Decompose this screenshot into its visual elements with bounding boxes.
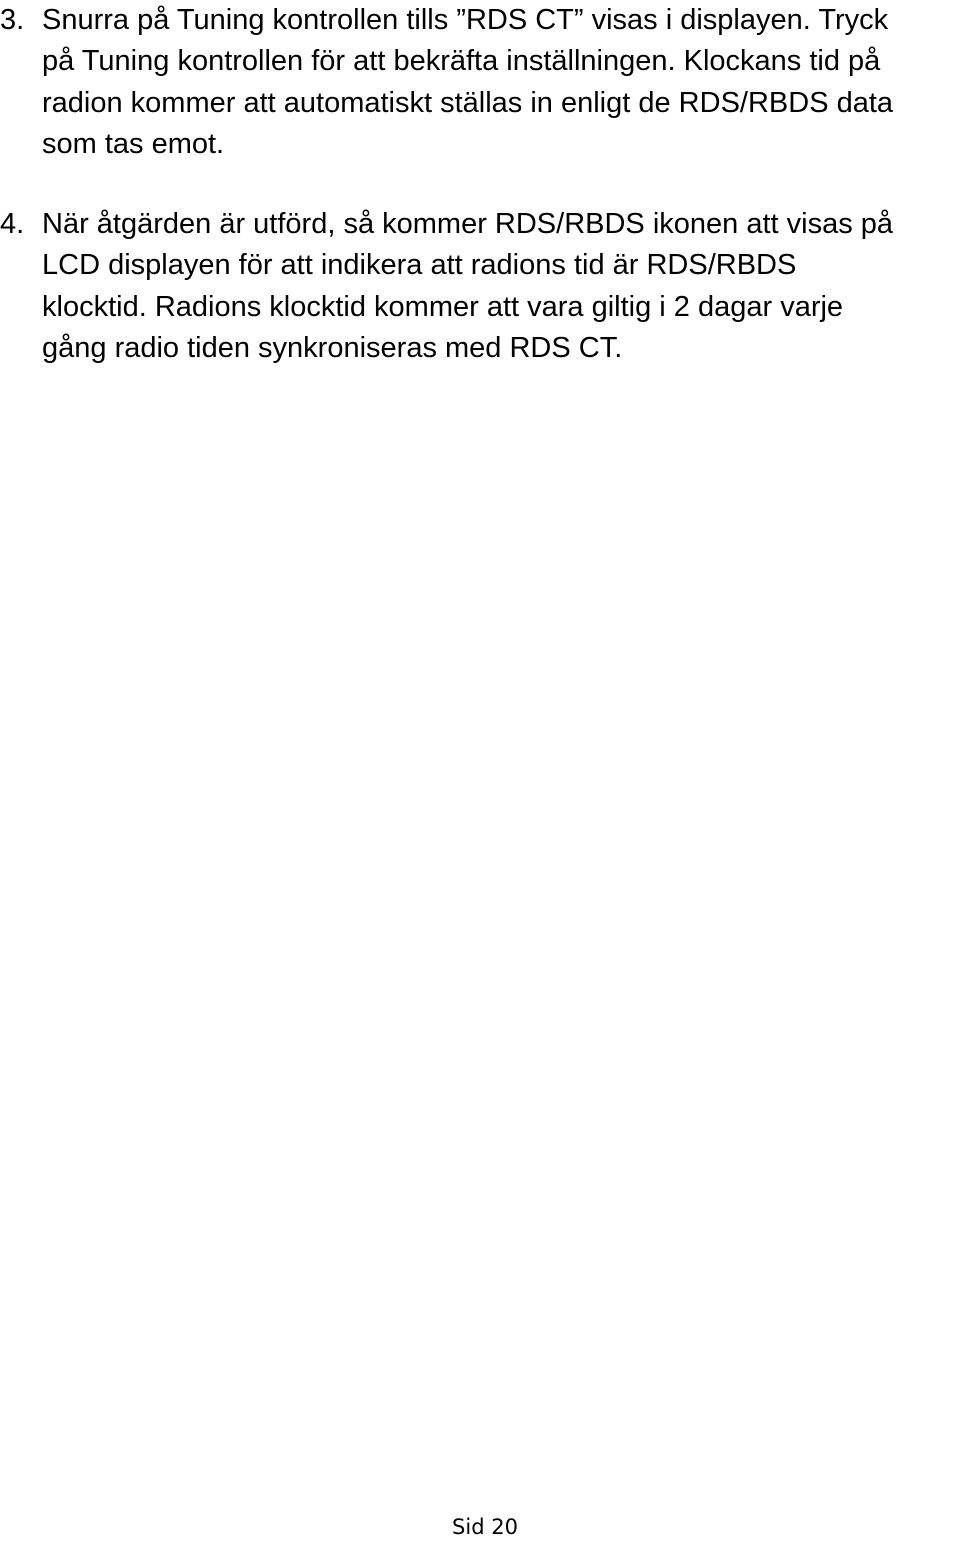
item-text: [42, 204, 960, 369]
text-line: klocktid. Radions klocktid kommer att vara giltig i 2 dagar varje: [42, 290, 844, 323]
item-text: [42, 0, 960, 165]
text-line: radion kommer att automatiskt ställas in enligt de RDS/RBDS data: [42, 86, 894, 119]
item-number: 4.: [0, 208, 25, 240]
text-line: Snurra på Tuning kontrollen tills ”RDS CT” visas i displayen. Tryck: [42, 4, 889, 36]
text-line: När åtgärden är utförd, så kommer RDS/RBDS ikonen att visas på: [42, 208, 894, 240]
page-number: Sid 20: [452, 1515, 518, 1539]
text-line: som tas emot.: [42, 127, 225, 160]
text-line: LCD displayen för att indikera att radions tid är RDS/RBDS: [42, 249, 797, 282]
item-number: 3.: [0, 4, 25, 36]
text-line: på Tuning kontrollen för att bekräfta inställningen. Klockans tid på: [42, 45, 881, 78]
text-line: gång radio tiden synkroniseras med RDS CT.: [42, 331, 623, 364]
